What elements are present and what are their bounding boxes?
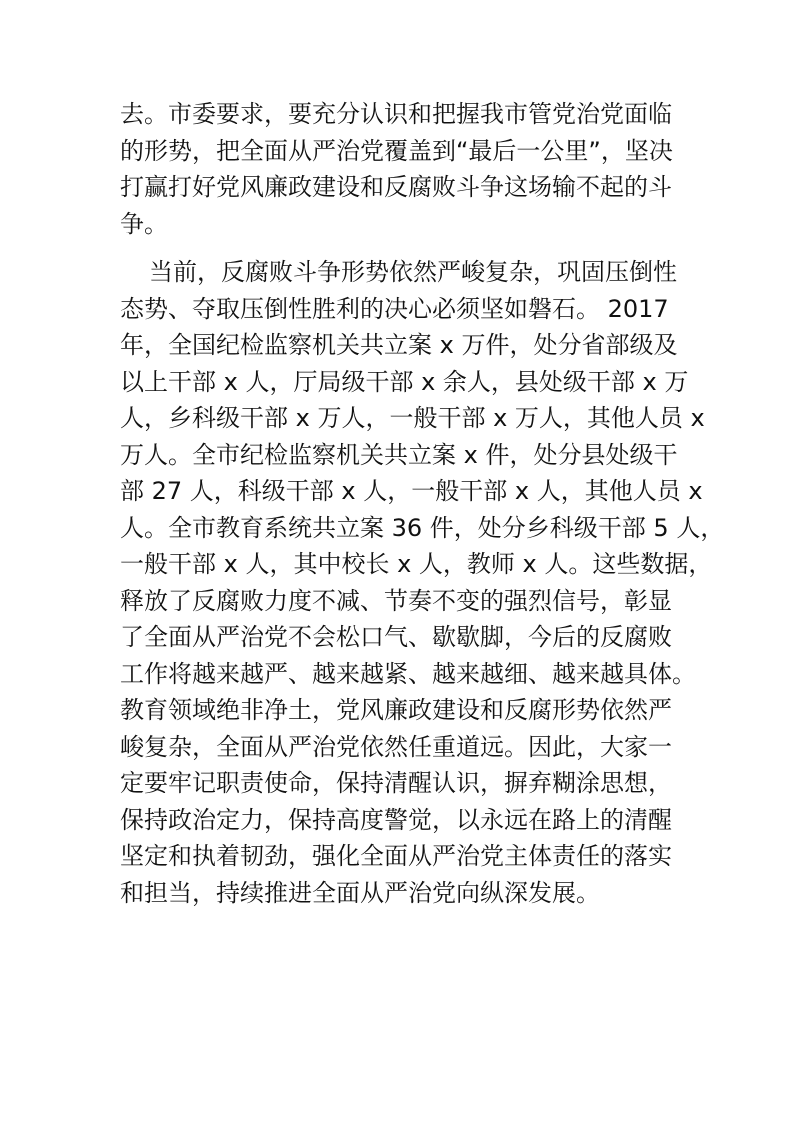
paragraph-line: 去。市委要求，要充分认识和把握我市管党治党面临 [120, 100, 672, 128]
paragraph-line: 万人。全市纪检监察机关共立案 x 件，处分县处级干 [120, 440, 678, 469]
paragraph-line: 一般干部 x 人，其中校长 x 人，教师 x 人。这些数据， [120, 550, 713, 578]
paragraph-gap [120, 242, 680, 254]
paragraph-line: 坚定和执着韧劲，强化全面从严治党主体责任的落实 [120, 842, 672, 870]
paragraph-line: 部 27 人，科级干部 x 人，一般干部 x 人，其他人员 x [120, 477, 703, 505]
paragraph-line: 的形势，把全面从严治党覆盖到“最后一公里”，坚决 [120, 136, 673, 165]
paragraph-line: 争。 [120, 209, 168, 238]
paragraph-line: 峻复杂，全面从严治党依然任重道远。因此，大家一 [120, 732, 672, 761]
paragraph-line: 保持政治定力，保持高度警觉，以永远在路上的清醒 [120, 805, 672, 834]
paragraph-2 [120, 254, 725, 911]
paragraph-line: 了全面从严治党不会松口气、歇歇脚，今后的反腐败 [120, 623, 672, 651]
paragraph-line: 和担当，持续推进全面从严治党向纵深发展。 [120, 878, 600, 907]
paragraph-line: 定要牢记职责使命，保持清醒认识，摒弃糊涂思想， [120, 769, 672, 797]
paragraph-line: 教育领域绝非净土，党风廉政建设和反腐形势依然严 [120, 696, 672, 724]
paragraph-line: 以上干部 x 人，厅局级干部 x 余人，县处级干部 x 万 [120, 367, 689, 396]
paragraph-line: 打赢打好党风廉政建设和反腐败斗争这场输不起的斗 [120, 173, 672, 201]
paragraph-1 [120, 96, 680, 242]
paragraph-line: 态势、夺取压倒性胜利的决心必须坚如磐石。 2017 [120, 294, 669, 323]
paragraph-line: 人。全市教育系统共立案 36 件，处分乡科级干部 5 人， [120, 513, 725, 542]
paragraph-line: 人，乡科级干部 x 万人，一般干部 x 万人，其他人员 x [120, 404, 705, 432]
document-body [120, 96, 725, 911]
paragraph-line: 释放了反腐败力度不减、节奏不变的强烈信号，彰显 [120, 586, 672, 615]
paragraph-line: 工作将越来越严、越来越紧、越来越细、越来越具体。 [120, 659, 696, 688]
paragraph-line: 年，全国纪检监察机关共立案 x 万件，处分省部级及 [120, 331, 678, 359]
paragraph-line: 当前，反腐败斗争形势依然严峻复杂，巩固压倒性 [149, 258, 677, 286]
